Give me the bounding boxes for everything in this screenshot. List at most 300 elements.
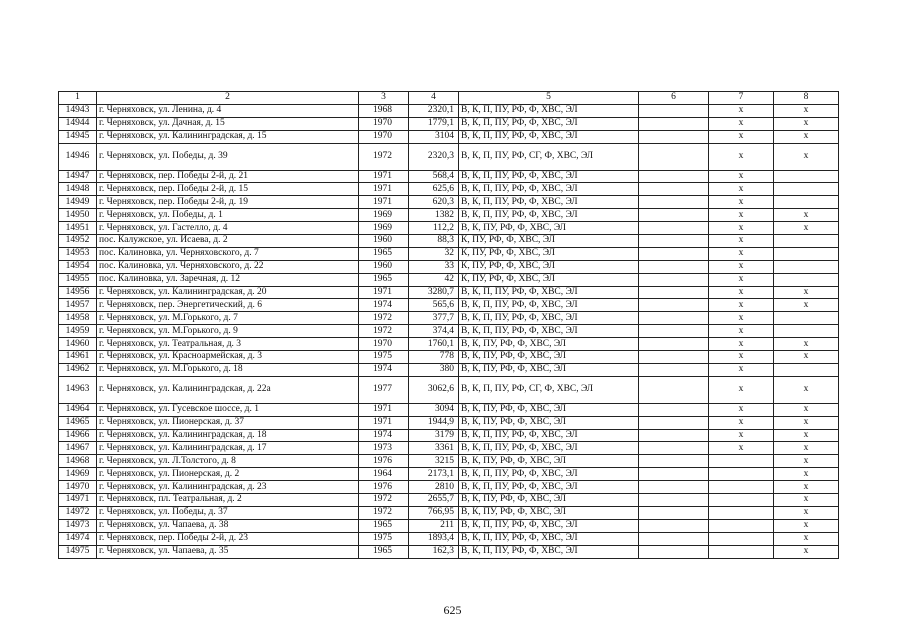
year-cell: 1964 — [359, 468, 409, 481]
col7-mark — [709, 545, 774, 558]
col6-cell — [639, 104, 709, 117]
systems-cell: К, ПУ, РФ, Ф, ХВС, ЭЛ — [459, 235, 639, 248]
row-number: 14964 — [59, 403, 97, 416]
row-number: 14962 — [59, 363, 97, 376]
col8-mark: x — [774, 286, 839, 299]
col6-cell — [639, 416, 709, 429]
col7-mark — [709, 468, 774, 481]
area-cell: 1382 — [409, 209, 459, 222]
systems-cell: В, К, ПУ, РФ, Ф, ХВС, ЭЛ — [459, 351, 639, 364]
row-number: 14965 — [59, 416, 97, 429]
address-cell: г. Черняховск, ул. Пионерская, д. 37 — [97, 416, 359, 429]
row-number: 14955 — [59, 273, 97, 286]
col6-cell — [639, 351, 709, 364]
col8-mark: x — [774, 376, 839, 403]
col7-mark — [709, 494, 774, 507]
address-cell: г. Черняховск, ул. Калининградская, д. 15 — [97, 130, 359, 143]
area-cell: 565,6 — [409, 299, 459, 312]
systems-cell: В, К, П, ПУ, РФ, Ф, ХВС, ЭЛ — [459, 170, 639, 183]
row-number: 14953 — [59, 247, 97, 260]
address-cell: г. Черняховск, пер. Победы 2-й, д. 15 — [97, 183, 359, 196]
systems-cell: В, К, П, ПУ, РФ, Ф, ХВС, ЭЛ — [459, 429, 639, 442]
systems-cell: В, К, П, ПУ, РФ, СГ, Ф, ХВС, ЭЛ — [459, 376, 639, 403]
systems-cell: В, К, П, ПУ, РФ, Ф, ХВС, ЭЛ — [459, 519, 639, 532]
year-cell: 1960 — [359, 235, 409, 248]
area-cell: 778 — [409, 351, 459, 364]
address-cell: г. Черняховск, ул. Дачная, д. 15 — [97, 117, 359, 130]
systems-cell: В, К, П, ПУ, РФ, СГ, Ф, ХВС, ЭЛ — [459, 143, 639, 170]
area-cell: 1779,1 — [409, 117, 459, 130]
row-number: 14974 — [59, 532, 97, 545]
address-cell: г. Черняховск, ул. Победы, д. 37 — [97, 506, 359, 519]
systems-cell: В, К, ПУ, РФ, Ф, ХВС, ЭЛ — [459, 416, 639, 429]
col6-cell — [639, 299, 709, 312]
year-cell: 1971 — [359, 286, 409, 299]
area-cell: 1760,1 — [409, 338, 459, 351]
address-cell: г. Черняховск, ул. Калининградская, д. 20 — [97, 286, 359, 299]
col8-mark: x — [774, 104, 839, 117]
table-row — [59, 506, 839, 519]
address-cell: г. Черняховск, пер. Победы 2-й, д. 23 — [97, 532, 359, 545]
col8-mark: x — [774, 117, 839, 130]
page-number: 625 — [443, 603, 462, 617]
table-row — [59, 130, 839, 143]
column-header: 5 — [459, 92, 639, 105]
area-cell: 33 — [409, 260, 459, 273]
table-row — [59, 222, 839, 235]
col8-mark: x — [774, 416, 839, 429]
systems-cell: К, ПУ, РФ, Ф, ХВС, ЭЛ — [459, 247, 639, 260]
col6-cell — [639, 222, 709, 235]
table-row — [59, 286, 839, 299]
col8-mark — [774, 325, 839, 338]
col7-mark — [709, 481, 774, 494]
address-cell: г. Черняховск, ул. Калининградская, д. 17 — [97, 442, 359, 455]
address-cell: г. Черняховск, ул. Ленина, д. 4 — [97, 104, 359, 117]
address-cell: пос. Калиновка, ул. Заречная, д. 12 — [97, 273, 359, 286]
address-cell: г. Черняховск, ул. Победы, д. 1 — [97, 209, 359, 222]
col7-mark: x — [709, 143, 774, 170]
col7-mark: x — [709, 299, 774, 312]
col6-cell — [639, 363, 709, 376]
row-number: 14961 — [59, 351, 97, 364]
col8-mark — [774, 183, 839, 196]
col7-mark: x — [709, 222, 774, 235]
table-row — [59, 325, 839, 338]
year-cell: 1974 — [359, 429, 409, 442]
area-cell: 2320,3 — [409, 143, 459, 170]
row-number: 14948 — [59, 183, 97, 196]
col7-mark: x — [709, 260, 774, 273]
table-row — [59, 545, 839, 558]
area-cell: 620,3 — [409, 196, 459, 209]
table-row — [59, 273, 839, 286]
col6-cell — [639, 143, 709, 170]
systems-cell: В, К, П, ПУ, РФ, Ф, ХВС, ЭЛ — [459, 104, 639, 117]
column-header: 3 — [359, 92, 409, 105]
col6-cell — [639, 442, 709, 455]
col6-cell — [639, 209, 709, 222]
table-row — [59, 519, 839, 532]
year-cell: 1972 — [359, 325, 409, 338]
col7-mark: x — [709, 286, 774, 299]
area-cell: 88,3 — [409, 235, 459, 248]
year-cell: 1976 — [359, 481, 409, 494]
col8-mark: x — [774, 299, 839, 312]
col8-mark: x — [774, 455, 839, 468]
year-cell: 1971 — [359, 170, 409, 183]
row-number: 14944 — [59, 117, 97, 130]
col7-mark: x — [709, 196, 774, 209]
address-cell: г. Черняховск, ул. Чапаева, д. 38 — [97, 519, 359, 532]
table-row — [59, 403, 839, 416]
area-cell: 3179 — [409, 429, 459, 442]
systems-cell: В, К, П, ПУ, РФ, Ф, ХВС, ЭЛ — [459, 130, 639, 143]
address-cell: г. Черняховск, ул. М.Горького, д. 18 — [97, 363, 359, 376]
col7-mark: x — [709, 416, 774, 429]
row-number: 14946 — [59, 143, 97, 170]
address-cell: г. Черняховск, ул. Гастелло, д. 4 — [97, 222, 359, 235]
col7-mark: x — [709, 429, 774, 442]
row-number: 14950 — [59, 209, 97, 222]
col6-cell — [639, 325, 709, 338]
systems-cell: В, К, ПУ, РФ, Ф, ХВС, ЭЛ — [459, 506, 639, 519]
year-cell: 1972 — [359, 494, 409, 507]
col6-cell — [639, 376, 709, 403]
area-cell: 3062,6 — [409, 376, 459, 403]
col7-mark: x — [709, 338, 774, 351]
table-row — [59, 183, 839, 196]
year-cell: 1971 — [359, 416, 409, 429]
table-row — [59, 455, 839, 468]
address-cell: пос. Калиновка, ул. Черняховского, д. 22 — [97, 260, 359, 273]
year-cell: 1974 — [359, 299, 409, 312]
row-number: 14971 — [59, 494, 97, 507]
col7-mark: x — [709, 363, 774, 376]
col6-cell — [639, 481, 709, 494]
col8-mark: x — [774, 429, 839, 442]
col8-mark: x — [774, 338, 839, 351]
col7-mark — [709, 455, 774, 468]
col8-mark — [774, 235, 839, 248]
column-header: 8 — [774, 92, 839, 105]
table-row — [59, 468, 839, 481]
address-cell: г. Черняховск, пл. Театральная, д. 2 — [97, 494, 359, 507]
col7-mark: x — [709, 325, 774, 338]
area-cell: 32 — [409, 247, 459, 260]
area-cell: 766,95 — [409, 506, 459, 519]
systems-cell: В, К, П, ПУ, РФ, Ф, ХВС, ЭЛ — [459, 312, 639, 325]
systems-cell: В, К, ПУ, РФ, Ф, ХВС, ЭЛ — [459, 363, 639, 376]
col8-mark: x — [774, 481, 839, 494]
col8-mark: x — [774, 506, 839, 519]
year-cell: 1972 — [359, 506, 409, 519]
col7-mark — [709, 506, 774, 519]
col8-mark: x — [774, 442, 839, 455]
table-row — [59, 299, 839, 312]
row-number: 14973 — [59, 519, 97, 532]
row-number: 14966 — [59, 429, 97, 442]
systems-cell: В, К, П, ПУ, РФ, Ф, ХВС, ЭЛ — [459, 532, 639, 545]
row-number: 14959 — [59, 325, 97, 338]
area-cell: 162,3 — [409, 545, 459, 558]
table-row — [59, 481, 839, 494]
area-cell: 3280,7 — [409, 286, 459, 299]
col8-mark — [774, 273, 839, 286]
systems-cell: В, К, ПУ, РФ, Ф, ХВС, ЭЛ — [459, 403, 639, 416]
row-number: 14956 — [59, 286, 97, 299]
area-cell: 2320,1 — [409, 104, 459, 117]
table-row — [59, 104, 839, 117]
col8-mark — [774, 260, 839, 273]
col7-mark — [709, 519, 774, 532]
year-cell: 1975 — [359, 532, 409, 545]
table-row — [59, 117, 839, 130]
col7-mark: x — [709, 170, 774, 183]
col6-cell — [639, 196, 709, 209]
area-cell: 211 — [409, 519, 459, 532]
col8-mark — [774, 312, 839, 325]
area-cell: 3215 — [409, 455, 459, 468]
year-cell: 1971 — [359, 196, 409, 209]
row-number: 14957 — [59, 299, 97, 312]
address-cell: г. Черняховск, ул. Красноармейская, д. 3 — [97, 351, 359, 364]
table-row — [59, 494, 839, 507]
table-row — [59, 532, 839, 545]
area-cell: 2810 — [409, 481, 459, 494]
area-cell: 625,6 — [409, 183, 459, 196]
col7-mark — [709, 532, 774, 545]
col6-cell — [639, 506, 709, 519]
address-cell: пос. Калиновка, ул. Черняховского, д. 7 — [97, 247, 359, 260]
table-row — [59, 143, 839, 170]
area-cell: 2655,7 — [409, 494, 459, 507]
systems-cell: В, К, П, ПУ, РФ, Ф, ХВС, ЭЛ — [459, 209, 639, 222]
col6-cell — [639, 519, 709, 532]
col6-cell — [639, 545, 709, 558]
col7-mark: x — [709, 403, 774, 416]
col7-mark: x — [709, 209, 774, 222]
row-number: 14960 — [59, 338, 97, 351]
col8-mark: x — [774, 130, 839, 143]
year-cell: 1960 — [359, 260, 409, 273]
col8-mark: x — [774, 143, 839, 170]
address-cell: г. Черняховск, ул. М.Горького, д. 9 — [97, 325, 359, 338]
row-number: 14947 — [59, 170, 97, 183]
address-cell: г. Черняховск, ул. Калининградская, д. 18 — [97, 429, 359, 442]
year-cell: 1969 — [359, 209, 409, 222]
col6-cell — [639, 130, 709, 143]
systems-cell: В, К, П, ПУ, РФ, Ф, ХВС, ЭЛ — [459, 196, 639, 209]
systems-cell: В, К, П, ПУ, РФ, Ф, ХВС, ЭЛ — [459, 183, 639, 196]
systems-cell: В, К, ПУ, РФ, Ф, ХВС, ЭЛ — [459, 494, 639, 507]
systems-cell: В, К, П, ПУ, РФ, Ф, ХВС, ЭЛ — [459, 481, 639, 494]
systems-cell: В, К, П, ПУ, РФ, Ф, ХВС, ЭЛ — [459, 468, 639, 481]
col8-mark — [774, 196, 839, 209]
col6-cell — [639, 494, 709, 507]
address-cell: г. Черняховск, ул. М.Горького, д. 7 — [97, 312, 359, 325]
col7-mark: x — [709, 235, 774, 248]
table-row — [59, 247, 839, 260]
area-cell: 2173,1 — [409, 468, 459, 481]
area-cell: 3094 — [409, 403, 459, 416]
year-cell: 1971 — [359, 183, 409, 196]
systems-cell: В, К, П, ПУ, РФ, Ф, ХВС, ЭЛ — [459, 325, 639, 338]
address-cell: г. Черняховск, ул. Чапаева, д. 35 — [97, 545, 359, 558]
address-cell: г. Черняховск, пер. Энергетический, д. 6 — [97, 299, 359, 312]
col8-mark: x — [774, 532, 839, 545]
address-cell: г. Черняховск, ул. Театральная, д. 3 — [97, 338, 359, 351]
table-row — [59, 260, 839, 273]
systems-cell: В, К, П, ПУ, РФ, Ф, ХВС, ЭЛ — [459, 286, 639, 299]
table-row — [59, 312, 839, 325]
row-number: 14963 — [59, 376, 97, 403]
year-cell: 1977 — [359, 376, 409, 403]
column-header: 6 — [639, 92, 709, 105]
year-cell: 1972 — [359, 143, 409, 170]
area-cell: 3361 — [409, 442, 459, 455]
col7-mark: x — [709, 273, 774, 286]
col7-mark: x — [709, 247, 774, 260]
row-number: 14954 — [59, 260, 97, 273]
address-cell: г. Черняховск, ул. Калининградская, д. 22а — [97, 376, 359, 403]
row-number: 14967 — [59, 442, 97, 455]
row-number: 14958 — [59, 312, 97, 325]
col8-mark: x — [774, 494, 839, 507]
address-cell: г. Черняховск, пер. Победы 2-й, д. 21 — [97, 170, 359, 183]
year-cell: 1974 — [359, 363, 409, 376]
year-cell: 1965 — [359, 545, 409, 558]
table-row — [59, 363, 839, 376]
column-header: 7 — [709, 92, 774, 105]
column-header: 2 — [97, 92, 359, 105]
year-cell: 1968 — [359, 104, 409, 117]
col6-cell — [639, 170, 709, 183]
area-cell: 377,7 — [409, 312, 459, 325]
table-row — [59, 416, 839, 429]
systems-cell: В, К, ПУ, РФ, Ф, ХВС, ЭЛ — [459, 338, 639, 351]
col6-cell — [639, 117, 709, 130]
table-row — [59, 209, 839, 222]
row-number: 14943 — [59, 104, 97, 117]
address-cell: пос. Калужское, ул. Исаева, д. 2 — [97, 235, 359, 248]
col6-cell — [639, 286, 709, 299]
systems-cell: В, К, П, ПУ, РФ, Ф, ХВС, ЭЛ — [459, 299, 639, 312]
row-number: 14951 — [59, 222, 97, 235]
col7-mark: x — [709, 117, 774, 130]
col6-cell — [639, 183, 709, 196]
year-cell: 1970 — [359, 130, 409, 143]
year-cell: 1971 — [359, 403, 409, 416]
year-cell: 1973 — [359, 442, 409, 455]
area-cell: 568,4 — [409, 170, 459, 183]
year-cell: 1965 — [359, 519, 409, 532]
area-cell: 374,4 — [409, 325, 459, 338]
col8-mark: x — [774, 468, 839, 481]
area-cell: 3104 — [409, 130, 459, 143]
col8-mark — [774, 170, 839, 183]
col7-mark: x — [709, 376, 774, 403]
area-cell: 1944,9 — [409, 416, 459, 429]
col6-cell — [639, 235, 709, 248]
col8-mark: x — [774, 209, 839, 222]
col6-cell — [639, 468, 709, 481]
col6-cell — [639, 273, 709, 286]
col8-mark: x — [774, 545, 839, 558]
year-cell: 1972 — [359, 312, 409, 325]
col8-mark: x — [774, 403, 839, 416]
row-number: 14952 — [59, 235, 97, 248]
systems-cell: В, К, ПУ, РФ, Ф, ХВС, ЭЛ — [459, 455, 639, 468]
year-cell: 1975 — [359, 351, 409, 364]
table-row — [59, 442, 839, 455]
address-cell: г. Черняховск, ул. Победы, д. 39 — [97, 143, 359, 170]
systems-cell: В, К, ПУ, РФ, Ф, ХВС, ЭЛ — [459, 222, 639, 235]
table-row — [59, 196, 839, 209]
col7-mark: x — [709, 312, 774, 325]
row-number: 14945 — [59, 130, 97, 143]
col6-cell — [639, 338, 709, 351]
address-cell: г. Черняховск, ул. Гусевское шоссе, д. 1 — [97, 403, 359, 416]
col6-cell — [639, 247, 709, 260]
address-cell: г. Черняховск, ул. Калининградская, д. 23 — [97, 481, 359, 494]
col7-mark: x — [709, 351, 774, 364]
year-cell: 1969 — [359, 222, 409, 235]
systems-cell: В, К, П, ПУ, РФ, Ф, ХВС, ЭЛ — [459, 117, 639, 130]
col8-mark: x — [774, 519, 839, 532]
area-cell: 112,2 — [409, 222, 459, 235]
column-header: 4 — [409, 92, 459, 105]
table-row — [59, 376, 839, 403]
row-number: 14970 — [59, 481, 97, 494]
col8-mark: x — [774, 222, 839, 235]
table-row — [59, 429, 839, 442]
systems-cell: В, К, П, ПУ, РФ, Ф, ХВС, ЭЛ — [459, 442, 639, 455]
header-row — [59, 92, 839, 105]
col6-cell — [639, 260, 709, 273]
row-number: 14969 — [59, 468, 97, 481]
area-cell: 42 — [409, 273, 459, 286]
col7-mark: x — [709, 104, 774, 117]
systems-cell: В, К, П, ПУ, РФ, Ф, ХВС, ЭЛ — [459, 545, 639, 558]
col7-mark: x — [709, 183, 774, 196]
col6-cell — [639, 403, 709, 416]
col7-mark: x — [709, 130, 774, 143]
col7-mark: x — [709, 442, 774, 455]
col8-mark — [774, 363, 839, 376]
year-cell: 1970 — [359, 338, 409, 351]
systems-cell: К, ПУ, РФ, Ф, ХВС, ЭЛ — [459, 273, 639, 286]
col6-cell — [639, 532, 709, 545]
row-number: 14968 — [59, 455, 97, 468]
table-row — [59, 235, 839, 248]
register-table — [58, 91, 839, 559]
column-header: 1 — [59, 92, 97, 105]
year-cell: 1965 — [359, 247, 409, 260]
table-row — [59, 338, 839, 351]
year-cell: 1976 — [359, 455, 409, 468]
area-cell: 1893,4 — [409, 532, 459, 545]
year-cell: 1970 — [359, 117, 409, 130]
systems-cell: К, ПУ, РФ, Ф, ХВС, ЭЛ — [459, 260, 639, 273]
address-cell: г. Черняховск, ул. Пионерская, д. 2 — [97, 468, 359, 481]
col8-mark: x — [774, 351, 839, 364]
row-number: 14975 — [59, 545, 97, 558]
col8-mark — [774, 247, 839, 260]
table-row — [59, 170, 839, 183]
row-number: 14972 — [59, 506, 97, 519]
address-cell: г. Черняховск, пер. Победы 2-й, д. 19 — [97, 196, 359, 209]
